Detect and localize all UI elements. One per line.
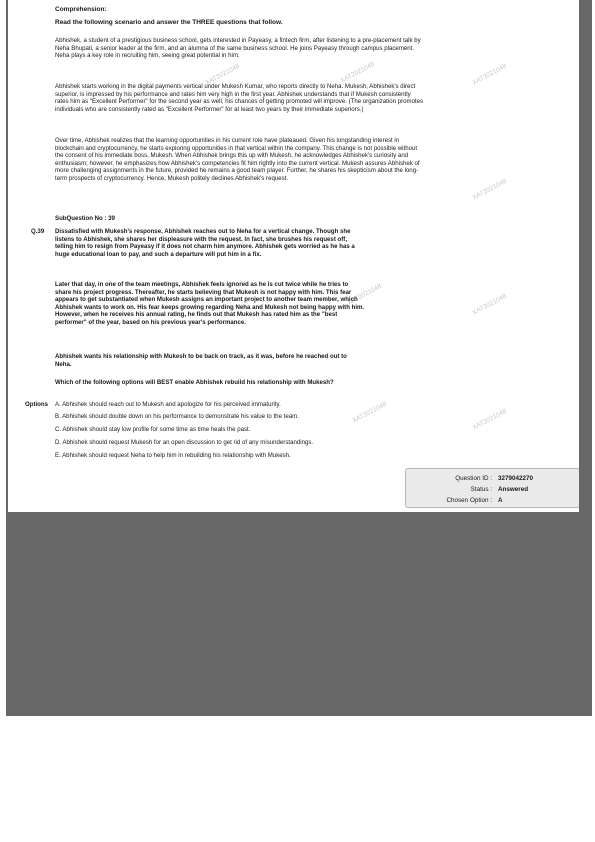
question-prompt: Which of the following options will BEST enable Abhishek rebuild his relationship with Mukesh? [55,379,334,386]
comprehension-instruction: Read the following scenario and answer the THREE questions that follow. [55,19,283,26]
status-value: Answered [498,486,529,493]
options-label: Options [25,401,49,408]
option-a: A. Abhishek should reach out to Mukesh and apologize for his perceived immaturity. [55,401,281,408]
chosen-option-label: Chosen Option : [446,497,492,504]
scenario-paragraph: Abhishek starts working in the digital payments vertical under Mukesh Kumar, who reports directly to Neha. Mukesh, Abhishek's direct superior, is impressed by his performance and rates him very high in the first year. Abhishek understands that if Mukesh consistently rates him as "Excellent Performer" for the second year as well, his chances of getting promoted will improve. (The organization promotes individuals who are consistently rated as "Excellent Performer" for at least two years by their immediate superiors.) [55,83,424,113]
watermark: XAT2021048 [471,407,508,432]
scenario-paragraph: Over time, Abhishek realizes that the learning opportunities in his current role have plateaued. Given his longstanding interest in blockchain and cryptocurrency, he starts exploring opportunities in that vertical within the company. This change is not possible without the consent of his immediate boss, Mukesh. When Abhishek brings this up with Mukesh, he acknowledges Abhishek's curiosity and enthusiasm; however, he emphasizes how Abhishek's competencies fit him rightly into the current vertical. Mukesh assures Abhishek of more challenging assignments in the future, provided he remains a good team player. Further, he shares his skepticism about the long-term prospects of cryptocurrency. Hence, Mukesh politely declines Abhishek's request. [55,137,420,182]
option-c: C. Abhishek should stay low profile for some time as time heals the past. [55,426,251,433]
option-b: B. Abhishek should double down on his performance to demonstrate his value to the team. [55,413,299,420]
scenario-paragraph: Abhishek, a student of a prestigious business school, gets interested in Payeasy, a fintech firm, after listening to a pre-placement talk by Neha Bhupati, a senior leader at the firm, and an alumna of the same business school. He joins Payeasy through campus placement. Neha plays a key role in recruiting him, seeing great potential in him. [55,37,421,59]
subquestion-label: SubQuestion No : 39 [55,215,115,222]
watermark: XAT2021048 [471,62,508,87]
viewer-empty-area [6,512,592,716]
question-intro: Dissatisfied with Mukesh's response, Abhishek reaches out to Neha for a vertical change. Though she listens to Abhishek, she shares her displeasure with the request. In fact, she brushes his request off, telling him to resign from Payeasy if it does not charm him anymore. Abhishek gets worried as he has a huge educational loan to pay, and such a departure will put him in a fix. [55,228,355,258]
question-info-box [405,468,579,508]
comprehension-heading: Comprehension: [55,6,107,13]
question-body: Later that day, in one of the team meetings, Abhishek feels ignored as he is cut twice while he tries to share his project progress. Thereafter, he starts believing that Mukesh is not happy with him. This fear appears to get substantiated when Mukesh assigns an important project to another team member, which Abhishek wants to work on. His fear keeps growing regarding Neha and Mukesh not being happy with him. However, when he receives his annual rating, he finds out that Mukesh has rated him as the "best performer" of the year, based on his previous year's performance. [55,281,365,326]
question-id-label: Question ID : [455,475,492,482]
question-id-value: 3279042270 [498,475,534,482]
question-number: Q.39 [31,228,45,235]
chosen-option-value: A [498,497,503,504]
question-paper-page [8,0,579,512]
option-e: E. Abhishek should request Neha to help him in rebuilding his relationship with Mukesh. [55,452,291,459]
option-d: D. Abhishek should request Mukesh for an open discussion to get rid of any misunderstandings. [55,439,314,446]
watermark: XAT2021048 [346,282,383,307]
watermark: XAT2021048 [351,400,388,425]
status-label: Status : [470,486,492,493]
watermark: XAT2021048 [339,60,376,85]
watermark: XAT2021048 [204,62,241,87]
question-goal: Abhishek wants his relationship with Mukesh to be back on track, as it was, before he reached out to Neha. [55,353,347,368]
watermark: XAT2021048 [471,292,508,317]
watermark: XAT2021048 [471,177,508,202]
